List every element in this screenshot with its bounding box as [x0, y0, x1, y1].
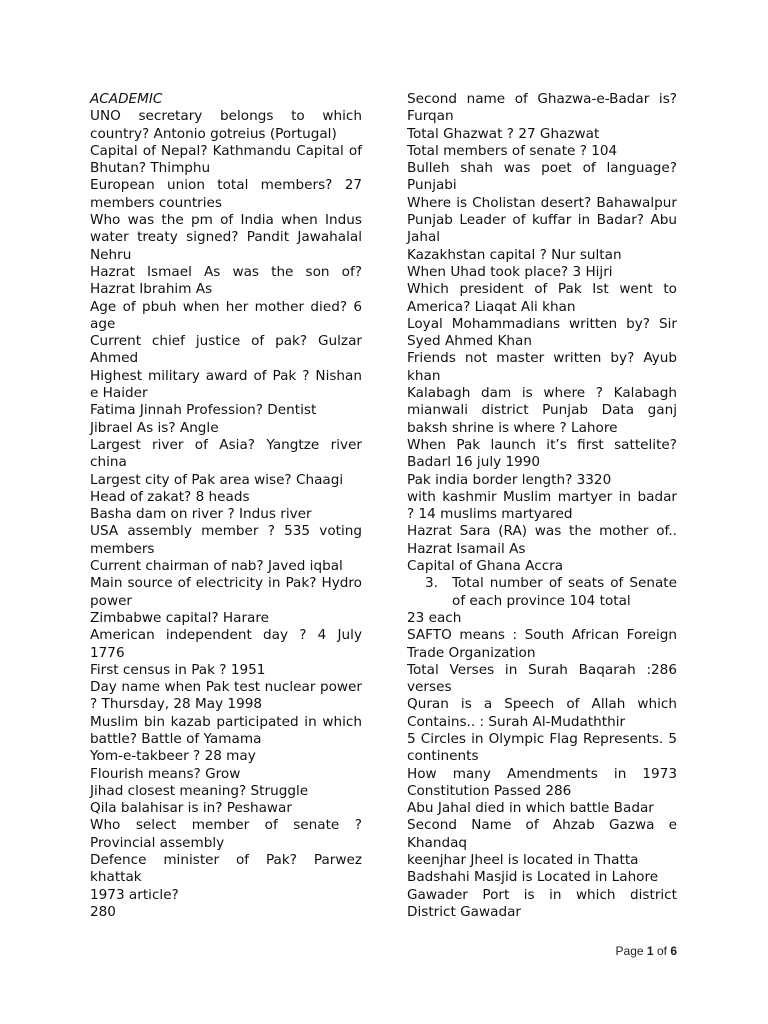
qa-line: Badshahi Masjid is Located in Lahore: [407, 869, 659, 886]
qa-line: Pak india border length? 3320: [407, 471, 612, 488]
qa-line: Highest military award of Pak ? Nishan e Haider: [90, 367, 362, 402]
qa-line: Second name of Ghazwa-e-Badar is? Furqan: [407, 91, 677, 125]
qa-line: Who select member of senate ? Provincial assembly: [90, 817, 362, 851]
qa-line: Fatima Jinnah Profession? Dentist: [90, 402, 317, 419]
qa-line: European union total members? 27 members countries: [90, 177, 362, 211]
qa-line: Largest city of Pak area wise? Chaagi: [90, 471, 344, 488]
qa-line: SAFTO means : South African Foreign Trade Organization: [407, 627, 677, 661]
page-of-label: of: [656, 944, 667, 958]
qa-line: Head of zakat? 8 heads: [90, 488, 250, 505]
qa-line: Largest river of Asia? Yangtze river china: [90, 436, 362, 471]
qa-line: Kazakhstan capital ? Nur sultan: [407, 246, 622, 263]
qa-line: Zimbabwe capital? Harare: [90, 609, 270, 626]
page-label: Page: [615, 944, 644, 958]
qa-line: Hazrat Ismael As was the son of? Hazrat Ibrahim As: [90, 263, 362, 298]
right-column: [407, 91, 677, 921]
qa-line: Capital of Nepal? Kathmandu Capital of Bhutan? Thimphu: [90, 142, 362, 177]
qa-line: Second Name of Ahzab Gazwa e Khandaq: [407, 817, 677, 851]
qa-line: Main source of electricity in Pak? Hydro power: [90, 575, 362, 609]
qa-line: Loyal Mohammadians written by? Sir Syed Ahmed Khan: [407, 315, 677, 350]
qa-line: USA assembly member ? 535 voting members: [90, 523, 362, 557]
qa-line: 1973 article?: [90, 886, 179, 903]
qa-line: with kashmir Muslim martyer in badar ? 14 muslims martyared: [407, 488, 677, 523]
qa-line: Current chief justice of pak? Gulzar Ahmed: [90, 333, 362, 367]
qa-line: 23 each: [407, 609, 462, 626]
qa-line: Age of pbuh when her mother died? 6 age: [90, 298, 362, 332]
qa-line: Muslim bin kazab participated in which battle? Battle of Yamama: [90, 713, 362, 747]
qa-line: When Uhad took place? 3 Hijri: [407, 263, 613, 280]
qa-line: Yom-e-takbeer ? 28 may: [90, 748, 256, 765]
qa-line: Flourish means? Grow: [90, 765, 241, 782]
qa-line: 280: [90, 903, 116, 920]
qa-line: American independent day ? 4 July 1776: [90, 627, 362, 661]
qa-line: Which president of Pak Ist went to America? Liaqat Ali khan: [407, 281, 677, 315]
qa-line: Who was the pm of India when Indus water treaty signed? Pandit Jawahalal Nehru: [90, 212, 362, 263]
qa-line: Kalabagh dam is where ? Kalabagh mianwali district Punjab Data ganj baksh shrine is where ? Lahore: [407, 385, 677, 436]
qa-line: First census in Pak ? 1951: [90, 661, 266, 678]
qa-line: UNO secretary belongs to which country? Antonio gotreius (Portugal): [90, 108, 362, 142]
qa-line: 5 Circles in Olympic Flag Represents. 5 continents: [407, 730, 677, 765]
qa-line: Capital of Ghana Accra: [407, 558, 564, 575]
qa-line: Defence minister of Pak? Parwez khattak: [90, 852, 362, 886]
qa-line: Abu Jahal died in which battle Badar: [407, 800, 654, 817]
qa-line: When Pak launch it’s first sattelite? Badarl 16 july 1990: [407, 436, 677, 471]
qa-line: Day name when Pak test nuclear power ? Thursday, 28 May 1998: [90, 679, 362, 713]
page-number: 1: [646, 944, 654, 958]
qa-line: Basha dam on river ? Indus river: [90, 506, 312, 523]
qa-line: Hazrat Sara (RA) was the mother of.. Hazrat Isamail As: [407, 523, 677, 557]
qa-line: [407, 575, 677, 610]
qa-line: keenjhar Jheel is located in Thatta: [407, 852, 639, 869]
qa-line: Total Ghazwat ? 27 Ghazwat: [407, 125, 600, 142]
qa-line: Bulleh shah was poet of language? Punjabi: [407, 160, 677, 194]
qa-line: Qila balahisar is in? Peshawar: [90, 800, 292, 817]
section-heading: ACADEMIC: [90, 91, 163, 107]
qa-line: Total members of senate ? 104: [407, 142, 618, 159]
page-footer: [616, 944, 677, 958]
qa-line: Current chairman of nab? Javed iqbal: [90, 558, 343, 575]
qa-line: Quran is a Speech of Allah which Contains.. : Surah Al-Mudaththir: [407, 696, 677, 730]
qa-line: Total Verses in Surah Baqarah :286 verses: [407, 661, 677, 696]
qa-line: Where is Cholistan desert? Bahawalpur Punjab Leader of kuffar in Badar? Abu Jahal: [407, 194, 677, 246]
page-total: 6: [670, 944, 677, 958]
qa-line: How many Amendments in 1973 Constitution Passed 286: [407, 765, 677, 799]
qa-line: Jibrael As is? Angle: [90, 419, 219, 436]
qa-line: Jihad closest meaning? Struggle: [90, 782, 309, 799]
qa-line: Friends not master written by? Ayub khan: [407, 350, 677, 384]
left-column: [90, 91, 362, 921]
qa-line: Gawader Port is in which district District Gawadar: [407, 886, 677, 920]
list-number: 3.: [425, 575, 438, 592]
list-text: Total number of seats of Senate of each province 104 total: [452, 575, 677, 609]
